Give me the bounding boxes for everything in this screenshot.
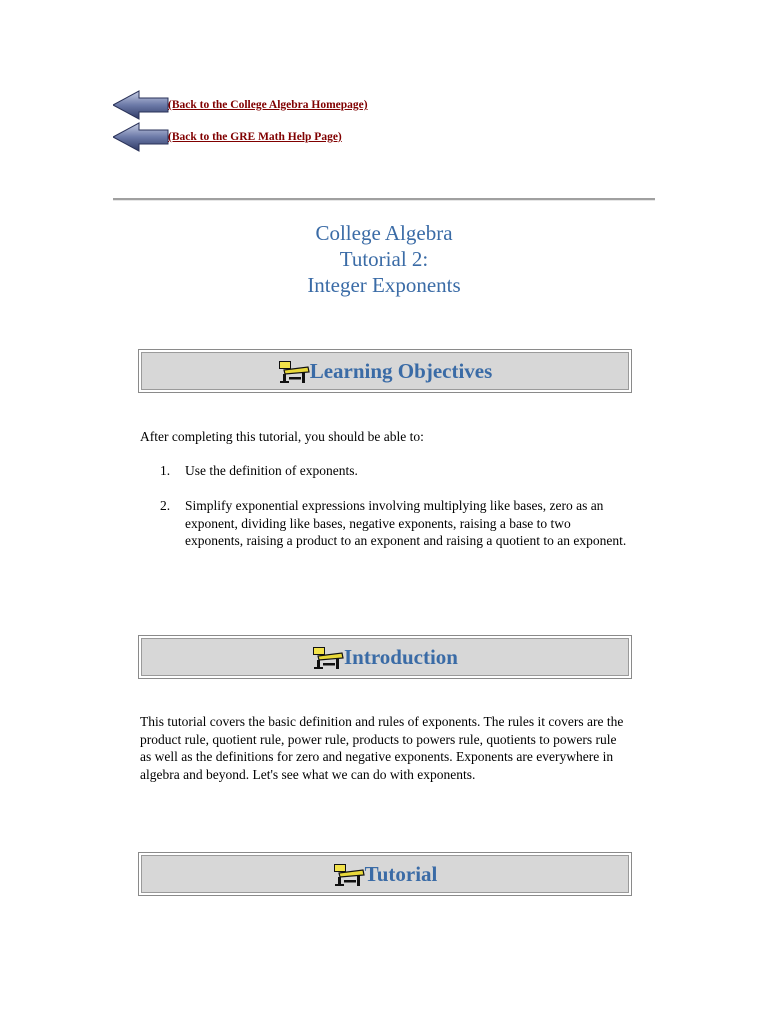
- back-college-algebra-link-row[interactable]: [113, 90, 368, 120]
- introduction-text: This tutorial covers the basic definition and rules of exponents. The rules it covers are the product rule, quotient rule, power rule, products to powers rule, quotients to powers rule as well as the definitions for zero and negative exponents. Exponents are everywhere in algebra and beyond. Let's see what we can do with exponents.: [140, 714, 624, 782]
- back-college-algebra-link[interactable]: (Back to the College Algebra Homepage): [168, 99, 368, 111]
- introduction-title: Introduction: [344, 644, 458, 669]
- back-gre-math-link-row[interactable]: [113, 122, 342, 152]
- learning-objectives-header: [138, 349, 632, 393]
- left-arrow-icon[interactable]: [113, 90, 169, 120]
- page-title: [0, 220, 768, 298]
- school-desk-icon: [278, 358, 310, 384]
- objectives-list-2: [140, 497, 630, 550]
- tutorial-header-inner: [141, 855, 629, 893]
- learning-objectives-title: Learning Objectives: [309, 358, 493, 383]
- objectives-list-1: [140, 462, 630, 480]
- title-line-2: Tutorial 2:: [339, 247, 429, 271]
- left-arrow-icon[interactable]: [113, 122, 169, 152]
- learning-objectives-header-inner: [141, 352, 629, 390]
- list-item-text: Simplify exponential expressions involving multiplying like bases, zero as an exponent, dividing like bases, negative exponents, raising a base to two exponents, raising a product to an exponent and raising a quotient to an exponent.: [185, 498, 627, 548]
- title-line-1: College Algebra: [315, 221, 453, 245]
- objectives-intro-text: After completing this tutorial, you should be able to:: [140, 429, 424, 444]
- list-item-text: Use the definition of exponents.: [185, 463, 358, 478]
- introduction-header-inner: [141, 638, 629, 676]
- school-desk-icon: [312, 644, 344, 670]
- horizontal-divider: [113, 198, 655, 201]
- tutorial-title: Tutorial: [364, 861, 438, 886]
- list-item-number: 1.: [160, 463, 171, 478]
- back-gre-math-link[interactable]: (Back to the GRE Math Help Page): [168, 131, 342, 143]
- introduction-header: [138, 635, 632, 679]
- list-item: [140, 462, 630, 480]
- list-item-number: 2.: [160, 498, 171, 513]
- tutorial-header: [138, 852, 632, 896]
- school-desk-icon: [333, 861, 365, 887]
- title-line-3: Integer Exponents: [307, 273, 461, 297]
- list-item: [140, 497, 630, 550]
